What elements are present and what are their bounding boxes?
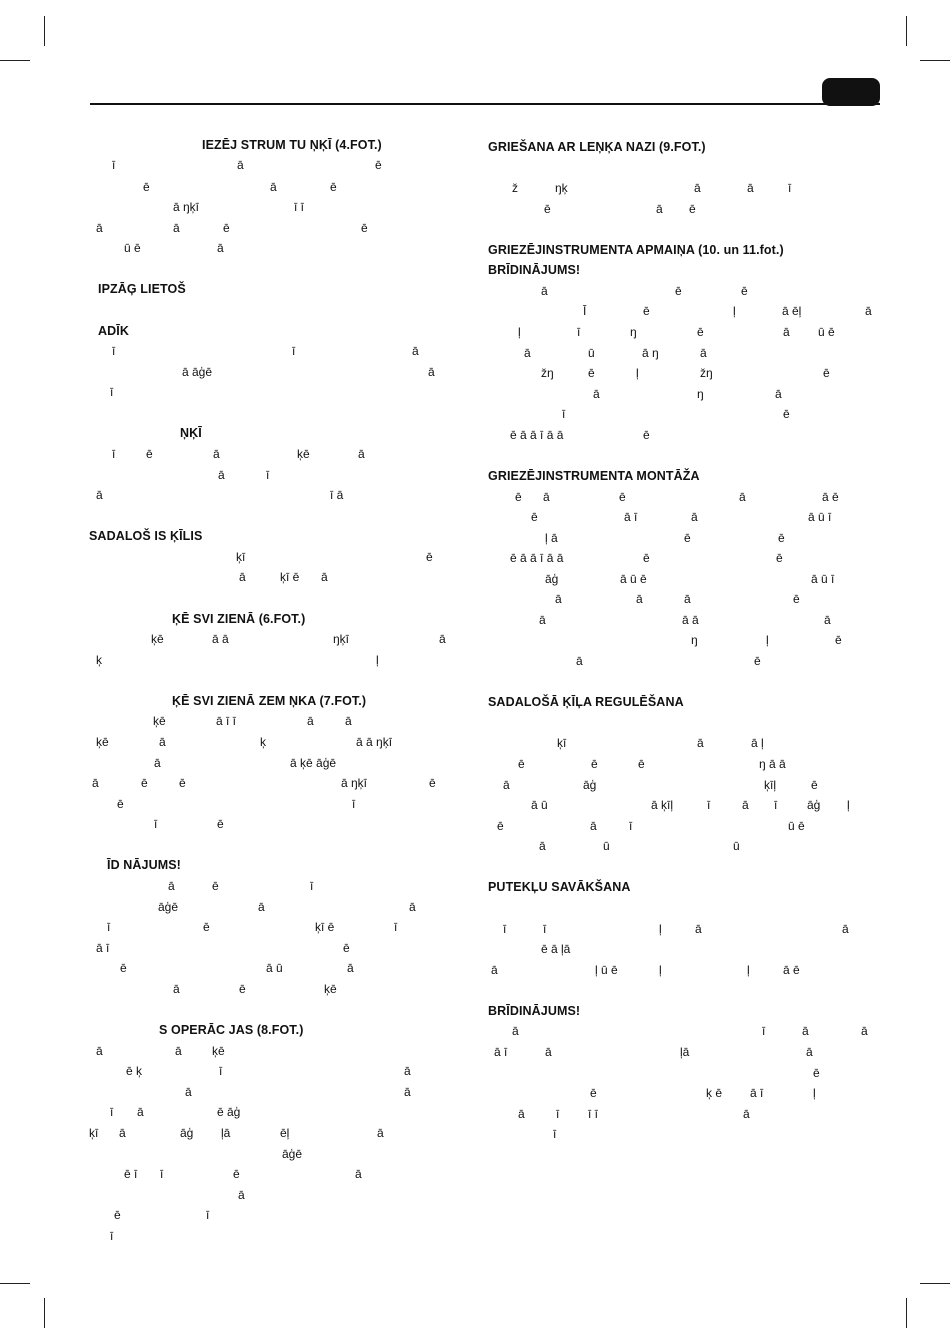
right-text-fragment: ē	[754, 654, 761, 668]
crop-mark	[0, 1283, 30, 1284]
crop-mark	[44, 16, 45, 46]
left-text-fragment: ķī	[89, 1126, 99, 1140]
left-text-fragment: ā	[404, 1085, 411, 1099]
right-text-fragment: ŋķ	[555, 181, 568, 195]
right-text-fragment: ī	[556, 1107, 560, 1121]
left-text-fragment: āģē	[282, 1147, 303, 1161]
left-text-fragment: ī	[310, 879, 314, 893]
right-text-fragment: ī	[707, 798, 711, 812]
right-text-fragment: ļ	[518, 325, 521, 339]
left-text-fragment: ē	[375, 158, 382, 172]
left-text-fragment: ā	[345, 714, 352, 728]
right-text-fragment: ā	[543, 490, 550, 504]
left-text-fragment: ķē	[297, 447, 310, 461]
right-text-fragment: ā	[783, 325, 790, 339]
right-text-fragment: ā	[656, 202, 663, 216]
right-text-fragment: ļ	[847, 798, 850, 812]
left-text-fragment: ī	[160, 1167, 164, 1181]
right-text-fragment: ā	[842, 922, 849, 936]
left-text-fragment: ē	[361, 221, 368, 235]
right-text-fragment: ā	[691, 510, 698, 524]
left-text-fragment: ā	[377, 1126, 384, 1140]
right-text-fragment: ī	[577, 325, 581, 339]
right-text-fragment: ī	[562, 407, 566, 421]
left-section-heading: S OPERĀC JAS (8.FOT.)	[159, 1023, 304, 1037]
right-text-fragment: ū	[733, 839, 740, 853]
left-text-fragment: ā	[239, 570, 246, 584]
left-text-fragment: ļ	[376, 653, 379, 667]
left-text-fragment: ā	[159, 735, 166, 749]
right-text-fragment: Ī	[583, 304, 587, 318]
right-text-fragment: ā ŋ	[642, 346, 659, 360]
left-text-fragment: ī	[394, 920, 398, 934]
left-text-fragment: ā ū	[266, 961, 283, 975]
right-text-fragment: ē	[741, 284, 748, 298]
left-text-fragment: ā ŋķī	[173, 200, 200, 214]
right-text-fragment: ļ	[659, 922, 662, 936]
left-text-fragment: ķī ē	[315, 920, 335, 934]
right-section-heading: GRIEZĒJINSTRUMENTA APMAIŅA (10. un 11.fot.)	[488, 243, 784, 257]
left-text-fragment: ā	[92, 776, 99, 790]
right-text-fragment: ā ā	[682, 613, 699, 627]
right-text-fragment: ā	[697, 736, 704, 750]
right-text-fragment: ā	[861, 1024, 868, 1038]
right-text-fragment: ķī	[557, 736, 567, 750]
right-text-fragment: ā	[555, 592, 562, 606]
left-text-fragment: ī	[352, 797, 356, 811]
left-text-fragment: ā	[258, 900, 265, 914]
right-text-fragment: ā	[541, 284, 548, 298]
left-text-fragment: ī	[110, 1229, 114, 1243]
left-text-fragment: ā	[168, 879, 175, 893]
right-text-fragment: ē	[588, 366, 595, 380]
right-text-fragment: ī	[543, 922, 547, 936]
left-text-fragment: ā	[321, 570, 328, 584]
left-text-fragment: ā	[404, 1064, 411, 1078]
crop-mark	[906, 16, 907, 46]
crop-mark	[44, 1298, 45, 1328]
right-text-fragment: āģ	[583, 778, 597, 792]
right-text-fragment: ā	[824, 613, 831, 627]
right-text-fragment: ē	[783, 407, 790, 421]
left-text-fragment: ē ķ	[126, 1064, 143, 1078]
right-section-heading: PUTEKĻU SAVĀKŠANA	[488, 880, 631, 894]
left-text-fragment: ē	[203, 920, 210, 934]
left-text-fragment: ēļ	[280, 1126, 290, 1140]
right-text-fragment: ķīļ	[764, 778, 776, 792]
right-text-fragment: ē	[497, 819, 504, 833]
right-text-fragment: ē	[643, 551, 650, 565]
right-text-fragment: ā	[695, 922, 702, 936]
left-text-fragment: ī	[292, 344, 296, 358]
right-text-fragment: ŋ	[630, 325, 637, 339]
right-text-fragment: ē	[590, 1086, 597, 1100]
left-text-fragment: ē	[223, 221, 230, 235]
left-text-fragment: ā	[237, 158, 244, 172]
left-text-fragment: ā	[175, 1044, 182, 1058]
right-text-fragment: ā	[524, 346, 531, 360]
right-text-fragment: ū ē	[788, 819, 805, 833]
left-text-fragment: ķē	[96, 735, 109, 749]
left-text-fragment: ē ī	[124, 1167, 138, 1181]
left-text-fragment: ā ķē āģē	[290, 756, 337, 770]
right-text-fragment: ā ū ī	[811, 572, 835, 586]
left-text-fragment: ā ŋķī	[341, 776, 368, 790]
left-text-fragment: ā	[185, 1085, 192, 1099]
left-text-fragment: ā	[355, 1167, 362, 1181]
left-text-fragment: ā	[358, 447, 365, 461]
left-text-fragment: ā	[96, 1044, 103, 1058]
left-section-heading: ĶĒ SVI ZIENĀ (6.FOT.)	[172, 612, 306, 626]
left-text-fragment: ī	[219, 1064, 223, 1078]
left-text-fragment: ē	[143, 180, 150, 194]
right-text-fragment: ā	[636, 592, 643, 606]
left-text-fragment: ē	[343, 941, 350, 955]
right-text-fragment: ā ī	[494, 1045, 508, 1059]
right-text-fragment: ē ā ā ī ā ā	[510, 428, 564, 442]
right-text-fragment: ā	[743, 1107, 750, 1121]
left-text-fragment: ī	[107, 920, 111, 934]
right-text-fragment: ī ī	[588, 1107, 599, 1121]
right-text-fragment: ē	[518, 757, 525, 771]
left-text-fragment: ķī	[236, 550, 246, 564]
left-text-fragment: ē	[426, 550, 433, 564]
left-text-fragment: ā	[347, 961, 354, 975]
header-rule	[90, 103, 880, 105]
right-text-fragment: ē	[697, 325, 704, 339]
right-text-fragment: āģ	[807, 798, 821, 812]
right-text-fragment: ŋ ā ā	[759, 757, 786, 771]
right-text-fragment: ā	[539, 613, 546, 627]
left-text-fragment: āģē	[158, 900, 179, 914]
right-text-fragment: ā	[747, 181, 754, 195]
left-text-fragment: ē	[330, 180, 337, 194]
crop-mark	[906, 1298, 907, 1328]
right-text-fragment: ā ķīļ	[651, 798, 674, 812]
right-section-heading: GRIEZĒJINSTRUMENTA MONTĀŽA	[488, 469, 700, 483]
left-text-fragment: ā ā	[212, 632, 229, 646]
right-text-fragment: ž	[512, 181, 518, 195]
right-text-fragment: ī	[788, 181, 792, 195]
right-text-fragment: ā ū ē	[620, 572, 647, 586]
left-text-fragment: ī	[112, 344, 116, 358]
left-text-fragment: ā	[439, 632, 446, 646]
right-text-fragment: ā	[593, 387, 600, 401]
left-text-fragment: ā	[409, 900, 416, 914]
right-text-fragment: ū	[603, 839, 610, 853]
right-text-fragment: ē	[811, 778, 818, 792]
page-number-tab	[822, 78, 880, 106]
left-text-fragment: ē	[141, 776, 148, 790]
right-text-fragment: ē	[823, 366, 830, 380]
left-text-fragment: ē	[233, 1167, 240, 1181]
left-text-fragment: ī	[112, 447, 116, 461]
left-text-fragment: ī	[266, 468, 270, 482]
right-text-fragment: ē	[515, 490, 522, 504]
left-section-heading: IPZĀĢ LIETOŠ	[98, 282, 186, 296]
left-text-fragment: ē āģ	[217, 1105, 241, 1119]
left-text-fragment: ķē	[212, 1044, 225, 1058]
right-text-fragment: ī	[503, 922, 507, 936]
right-text-fragment: ē	[778, 531, 785, 545]
left-text-fragment: ā	[238, 1188, 245, 1202]
right-text-fragment: ē	[643, 304, 650, 318]
left-text-fragment: ā	[173, 982, 180, 996]
left-text-fragment: ē	[429, 776, 436, 790]
right-text-fragment: ļ	[733, 304, 736, 318]
left-text-fragment: ē	[239, 982, 246, 996]
left-text-fragment: ŋķī	[333, 632, 350, 646]
right-text-fragment: ē	[531, 510, 538, 524]
left-text-fragment: ū ē	[124, 241, 141, 255]
left-text-fragment: ķī ē	[280, 570, 300, 584]
right-text-fragment: ā	[684, 592, 691, 606]
right-text-fragment: ā ū ī	[808, 510, 832, 524]
right-text-fragment: ā ī	[624, 510, 638, 524]
left-text-fragment: ā	[218, 468, 225, 482]
right-text-fragment: žŋ	[700, 366, 713, 380]
right-text-fragment: āģ	[545, 572, 559, 586]
right-text-fragment: ā	[775, 387, 782, 401]
left-text-fragment: ā	[96, 221, 103, 235]
left-text-fragment: ķē	[324, 982, 337, 996]
left-text-fragment: ā	[154, 756, 161, 770]
right-text-fragment: ā	[865, 304, 872, 318]
right-text-fragment: ē	[591, 757, 598, 771]
left-text-fragment: ē	[179, 776, 186, 790]
left-section-heading: ADĪK	[98, 324, 129, 338]
left-text-fragment: ļā	[221, 1126, 231, 1140]
right-text-fragment: ā	[739, 490, 746, 504]
right-text-fragment: ē	[793, 592, 800, 606]
left-text-fragment: ķ	[260, 735, 266, 749]
left-text-fragment: ā	[428, 365, 435, 379]
right-text-fragment: ē	[689, 202, 696, 216]
right-text-fragment: ē ā ā ī ā ā	[510, 551, 564, 565]
right-text-fragment: ļ	[659, 963, 662, 977]
left-text-fragment: ā	[96, 488, 103, 502]
left-text-fragment: āģ	[180, 1126, 194, 1140]
right-text-fragment: ē	[544, 202, 551, 216]
right-text-fragment: ŋ	[691, 633, 698, 647]
left-text-fragment: ē	[120, 961, 127, 975]
right-text-fragment: ļā	[680, 1045, 690, 1059]
left-text-fragment: ī	[110, 385, 114, 399]
right-text-fragment: ī	[629, 819, 633, 833]
right-text-fragment: ķ ē	[706, 1086, 723, 1100]
right-text-fragment: ā	[503, 778, 510, 792]
left-text-fragment: ā	[173, 221, 180, 235]
right-text-fragment: ā	[539, 839, 546, 853]
right-text-fragment: ā ļ	[751, 736, 764, 750]
right-section-heading: BRĪDINĀJUMS!	[488, 1004, 581, 1018]
right-text-fragment: ē ā ļā	[541, 942, 571, 956]
right-text-fragment: ī	[762, 1024, 766, 1038]
left-text-fragment: ē	[212, 879, 219, 893]
crop-mark	[920, 60, 950, 61]
left-text-fragment: ī	[206, 1208, 210, 1222]
right-text-fragment: ī	[553, 1127, 557, 1141]
right-section-heading: SADALOŠĀ ĶĪĻA REGULĒŠANA	[488, 695, 684, 709]
right-text-fragment: ā	[590, 819, 597, 833]
right-text-fragment: ā	[694, 181, 701, 195]
left-text-fragment: ķ	[96, 653, 102, 667]
left-section-heading: IEZĒJ STRUM TU ŅĶĪ (4.FOT.)	[202, 138, 382, 152]
right-text-fragment: ļ	[813, 1086, 816, 1100]
right-text-fragment: ā ū	[531, 798, 548, 812]
right-text-fragment: ē	[776, 551, 783, 565]
left-text-fragment: ā	[217, 241, 224, 255]
right-text-fragment: ā ē	[783, 963, 800, 977]
left-text-fragment: ē	[114, 1208, 121, 1222]
left-text-fragment: ā	[137, 1105, 144, 1119]
right-text-fragment: ļ ū ē	[595, 963, 618, 977]
right-text-fragment: ā ī	[750, 1086, 764, 1100]
right-text-fragment: ŋ	[697, 387, 704, 401]
right-text-fragment: ē	[835, 633, 842, 647]
left-text-fragment: ķē	[151, 632, 164, 646]
right-text-fragment: ļ	[747, 963, 750, 977]
crop-mark	[0, 60, 30, 61]
right-text-fragment: ū ē	[818, 325, 835, 339]
left-section-heading: ŅĶĪ	[180, 426, 202, 440]
left-section-heading: SADALOŠ IS ĶĪLIS	[89, 529, 203, 543]
left-text-fragment: ā	[307, 714, 314, 728]
right-text-fragment: ē	[813, 1066, 820, 1080]
left-text-fragment: ī ī	[294, 200, 305, 214]
right-section-heading: BRĪDINĀJUMS!	[488, 263, 581, 277]
right-text-fragment: ā	[491, 963, 498, 977]
right-text-fragment: ī	[774, 798, 778, 812]
left-text-fragment: ē	[217, 817, 224, 831]
right-text-fragment: ā	[806, 1045, 813, 1059]
right-text-fragment: ļ	[766, 633, 769, 647]
left-text-fragment: ā ī	[96, 941, 110, 955]
right-text-fragment: ā	[518, 1107, 525, 1121]
left-text-fragment: ē	[117, 797, 124, 811]
crop-mark	[920, 1283, 950, 1284]
right-text-fragment: ļ	[636, 366, 639, 380]
right-text-fragment: ē	[643, 428, 650, 442]
right-text-fragment: ā	[545, 1045, 552, 1059]
right-text-fragment: ā	[700, 346, 707, 360]
left-text-fragment: ī ā	[330, 488, 344, 502]
right-text-fragment: ā	[576, 654, 583, 668]
right-text-fragment: ē	[675, 284, 682, 298]
right-text-fragment: ā	[802, 1024, 809, 1038]
right-text-fragment: žŋ	[541, 366, 554, 380]
right-text-fragment: ā ēļ	[782, 304, 802, 318]
left-text-fragment: ā āģē	[182, 365, 213, 379]
left-text-fragment: ā	[270, 180, 277, 194]
right-text-fragment: ā	[512, 1024, 519, 1038]
right-text-fragment: ē	[638, 757, 645, 771]
left-text-fragment: ā	[119, 1126, 126, 1140]
right-text-fragment: ū	[588, 346, 595, 360]
left-text-fragment: ā ī ī	[216, 714, 237, 728]
right-section-heading: GRIEŠANA AR LEŅĶA NAZI (9.FOT.)	[488, 140, 706, 154]
left-text-fragment: ī	[154, 817, 158, 831]
left-text-fragment: ķē	[153, 714, 166, 728]
left-section-heading: ĪD NĀJUMS!	[107, 858, 181, 872]
left-text-fragment: ī	[112, 158, 116, 172]
right-text-fragment: ā ē	[822, 490, 839, 504]
right-text-fragment: ē	[619, 490, 626, 504]
left-text-fragment: ā	[412, 344, 419, 358]
right-text-fragment: ā	[742, 798, 749, 812]
left-text-fragment: ē	[146, 447, 153, 461]
left-text-fragment: ī	[110, 1105, 114, 1119]
right-text-fragment: ļ ā	[545, 531, 558, 545]
right-text-fragment: ē	[684, 531, 691, 545]
left-text-fragment: ā	[213, 447, 220, 461]
left-section-heading: ĶĒ SVI ZIENĀ ZEM ŅKA (7.FOT.)	[172, 694, 367, 708]
left-text-fragment: ā ā ŋķī	[356, 735, 393, 749]
